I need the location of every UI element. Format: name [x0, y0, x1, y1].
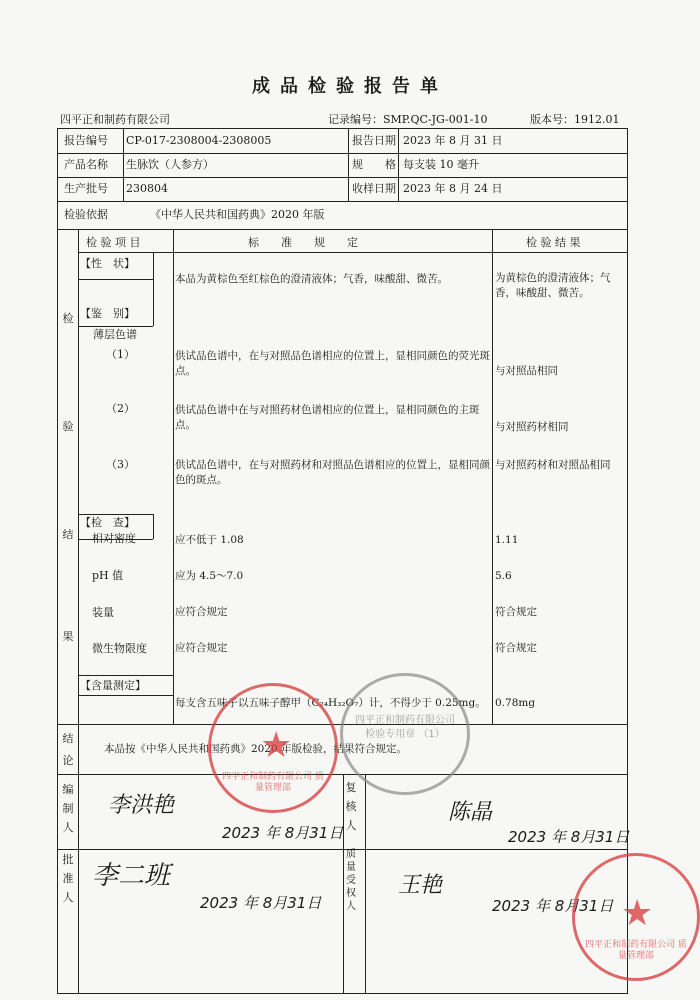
- spec-value: 每支装 10 毫升: [403, 158, 479, 171]
- qa-department-stamp: ★ 四平正和制药有限公司 质量管理部: [208, 683, 338, 813]
- report-date-value: 2023 年 8 月 31 日: [403, 134, 503, 147]
- side-label-1: 检: [62, 312, 74, 325]
- product-label: 产品名称: [64, 158, 108, 171]
- assay-heading: 【含量测定】: [80, 679, 146, 692]
- side-label-4: 果: [62, 630, 74, 643]
- batch-value: 230804: [126, 182, 168, 195]
- prepared-by-label: 编 制 人: [62, 783, 74, 834]
- side-label-2: 验: [62, 420, 74, 433]
- report-no-value: CP-017-2308004-2308005: [126, 134, 272, 147]
- basis-value: 《中华人民共和国药典》2020 年版: [150, 208, 325, 221]
- company-name: 四平正和制药有限公司: [60, 113, 170, 126]
- column-header-standard: 标 准 规 定: [248, 236, 358, 249]
- character-standard: 本品为黄棕色至红棕色的澄清液体；气香，味酸甜、微苦。: [175, 273, 448, 285]
- batch-label: 生产批号: [64, 182, 108, 195]
- ident-result-1: 与对照品相同: [495, 365, 558, 377]
- document-title: 成品检验报告单: [252, 76, 448, 97]
- ident-result-3: 与对照药材和对照品相同: [495, 459, 611, 471]
- approved-signature: 李二班: [92, 861, 171, 891]
- identification-heading: 【鉴 别】: [80, 307, 135, 320]
- inspection-stamp: 四平正和制药有限公司 检验专用章 （1）: [340, 673, 470, 795]
- check-item-1: 相对密度: [92, 532, 136, 545]
- ident-standard-1: 供试品色谱中，在与对照品色谱相应的位置上，显相同颜色的荧光斑点。: [175, 350, 490, 377]
- check-standard-2: 应为 4.5～7.0: [175, 570, 244, 582]
- ident-standard-3: 供试品色谱中，在与对照药材和对照品色谱相应的位置上，显相同颜色的斑点。: [175, 459, 490, 486]
- reviewed-signature: 陈晶: [448, 800, 493, 825]
- qa-department-stamp-2: ★ 四平正和制药有限公司 质量管理部: [572, 853, 700, 981]
- check-standard-1: 应不低于 1.08: [175, 534, 244, 546]
- ident-standard-2: 供试品色谱中在与对照药材色谱相应的位置上，显相同颜色的主斑点。: [175, 404, 480, 431]
- column-header-result: 检 验 结 果: [526, 236, 581, 249]
- receive-date-label: 收样日期: [352, 182, 396, 195]
- character-result: 为黄棕色的澄清液体；气香，味酸甜、微苦。: [495, 272, 611, 299]
- receive-date-value: 2023 年 8 月 24 日: [403, 182, 503, 195]
- check-heading: 【检 查】: [80, 516, 135, 529]
- check-result-4: 符合规定: [495, 642, 537, 654]
- check-item-4: 微生物限度: [92, 642, 147, 655]
- star-icon: ★: [260, 725, 293, 766]
- check-item-2: pH 值: [92, 569, 124, 582]
- assay-standard: 每支含五味子以五味子醇甲（C₂₄H₃₂O₇）计，不得少于 0.25mg。: [175, 697, 486, 709]
- qa-date: 2023 年 8月31日: [492, 897, 614, 915]
- spec-label: 规 格: [352, 158, 396, 171]
- check-result-1: 1.11: [495, 534, 519, 546]
- check-result-2: 5.6: [495, 570, 512, 582]
- check-result-3: 符合规定: [495, 606, 537, 618]
- assay-result: 0.78mg: [495, 697, 536, 709]
- column-header-item: 检 验 项 目: [86, 236, 141, 249]
- reviewed-date: 2023 年 8月31日: [508, 828, 630, 846]
- approved-by-label: 批 准 人: [62, 853, 74, 904]
- check-standard-4: 应符合规定: [175, 642, 228, 654]
- reviewed-by-label: 复 核 人: [345, 781, 357, 832]
- character-heading: 【性 状】: [80, 257, 135, 270]
- ident-no-3: （3）: [106, 458, 135, 471]
- basis-label: 检验依据: [64, 208, 108, 221]
- approved-date: 2023 年 8月31日: [200, 894, 322, 912]
- check-item-3: 装量: [92, 606, 114, 619]
- ident-no-2: （2）: [106, 402, 135, 415]
- qa-signature: 王艳: [398, 873, 443, 898]
- ident-result-2: 与对照药材相同: [495, 421, 569, 433]
- prepared-signature: 李洪艳: [108, 793, 175, 818]
- conclusion-text: 本品按《中华人民共和国药典》2020 年版检验，结果符合规定。: [104, 743, 408, 755]
- qa-authorized-label: 质 量 受 权 人: [346, 849, 356, 912]
- check-standard-3: 应符合规定: [175, 606, 228, 618]
- product-value: 生脉饮（人参方）: [126, 158, 214, 171]
- prepared-date: 2023 年 8月31日: [222, 824, 344, 842]
- conclusion-label-1: 结: [62, 732, 74, 745]
- identification-method: 薄层色谱: [93, 328, 137, 341]
- side-label-3: 结: [62, 528, 74, 541]
- record-number: 记录编号：SMP.QC-JG-001-10: [328, 113, 488, 126]
- report-no-label: 报告编号: [64, 134, 108, 147]
- ident-no-1: （1）: [106, 348, 135, 361]
- report-date-label: 报告日期: [352, 134, 396, 147]
- conclusion-label-2: 论: [62, 754, 74, 767]
- star-icon-2: ★: [621, 893, 654, 934]
- version-number: 版本号：1912.01: [530, 113, 620, 126]
